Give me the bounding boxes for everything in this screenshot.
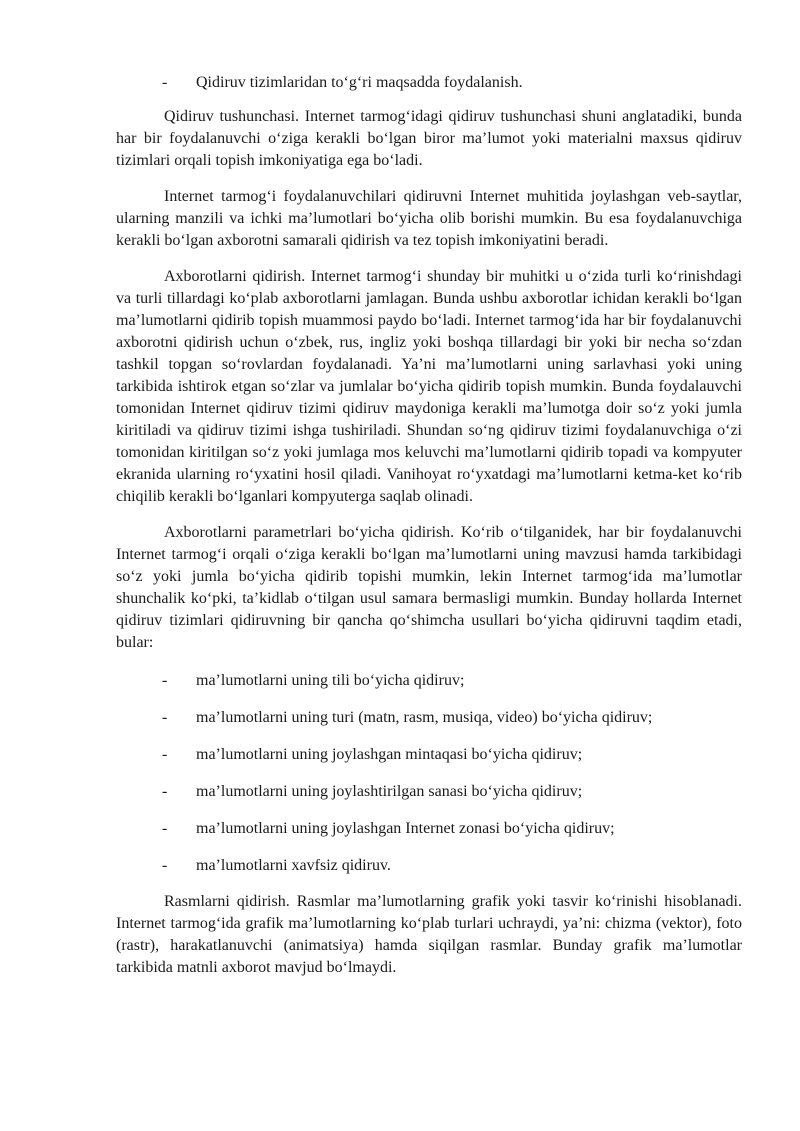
list-item [116,818,742,840]
paragraph-search-concept: Qidiruv tushunchasi. Internet tarmog‘idagi qidiruv tushunchasi shuni anglatadiki, bunda har bir foydalanuvchi o‘ziga kerakli bo‘lgan biror ma’lumot yoki materialni maxsus qidiruv tizimlari orqali topish imkoniyatiga ega bo‘ladi. [116,108,742,169]
list-dash: - [162,74,168,91]
paragraph-image-search: Rasmlarni qidirish. Rasmlar ma’lumotlarning grafik yoki tasvir ko‘rinishi hisoblanadi. Internet tarmog‘ida grafik ma’lumotlarning ko‘plab turlari uchraydi, ya’ni: chizma (vektor), foto (rastr), harakatlanuvchi (animatsiya) hamda siqilgan rasmlar. Bunday grafik ma’lumotlar tarkibida matnli axborot mavjud bo‘lmaydi. [116,893,742,976]
list-item [116,781,742,803]
list-item-text: ma’lumotlarni xavfsiz qidiruv. [196,857,391,874]
list-item [116,744,742,766]
list-dash: - [162,783,168,800]
list-dash: - [162,820,168,837]
document-page [116,72,742,993]
list-item [116,72,742,94]
paragraph-parameter-search: Axborotlarni parametrlari bo‘yicha qidirish. Ko‘rib o‘tilganidek, har bir foydalanuvchi Internet tarmog‘i orqali o‘ziga kerakli bo‘lgan ma’lumotlarni uning mavzusi hamda tarkibidagi so‘z yoki jumla bo‘yicha qidirib topishi mumkin, lekin Internet tarmog‘ida ma’lumotlar shunchalik ko‘pki, ta’kidlab o‘tilgan usul samara bermasligi mumkin. Bunday hollarda Internet qidiruv tizimlari qidiruvning bir qancha qo‘shimcha usullari bo‘yicha qidiruvni taqdim etadi, bular: [116,524,742,651]
list-dash: - [162,672,168,689]
paragraph-information-search: Axborotlarni qidirish. Internet tarmog‘i shunday bir muhitki u o‘zida turli ko‘rinishdagi va turli tillardagi ko‘plab axborotlarni jamlagan. Bunda ushbu axborotlar ichidan kerakli bo‘lgan ma’lumotlarni qidirib topish muammosi paydo bo‘ladi. Internet tarmog‘ida har bir foydalanuvchi axborotni qidirish uchun o‘zbek, rus, ingliz yoki boshqa tillardagi bir yoki bir necha so‘zdan tashkil topgan so‘rovlardan foydalanadi. Ya’ni ma’lumotlarni uning sarlavhasi yoki uning tarkibida ishtirok etgan so‘zlar va jumlalar bo‘yicha qidirib topish mumkin. Bunda foydalauvchi tomonidan Internet qidiruv tizimi qidiruv maydoniga kerakli ma’lumotga doir so‘z yoki jumla kiritiladi va qidiruv tizimi ishga tushiriladi. Shundan so‘ng qidiruv tizimi foydalanuvchiga o‘zi tomonidan kiritilgan so‘z yoki jumlaga mos keluvchi ma’lumotlarni qidirib topadi va kompyuter ekranida ularning ro‘yxatini hosil qiladi. Vanihoyat ro‘yxatdagi ma’lumotlarni ketma-ket ko‘rib chiqilib kerakli bo‘lganlari kompyuterga saqlab olinadi. [116,268,742,505]
paragraph-internet-users: Internet tarmog‘i foydalanuvchilari qidiruvni Internet muhitida joylashgan veb-saytlar, ularning manzili va ichki ma’lumotlari bo‘yicha olib borishi mumkin. Bu esa foydalanuvchiga kerakli bo‘lgan axborotni samarali qidirish va tez topish imkoniyatini beradi. [116,188,742,249]
list-item-text: ma’lumotlarni uning joylashgan mintaqasi bo‘yicha qidiruv; [196,746,583,763]
list-dash: - [162,709,168,726]
list-item-text: ma’lumotlarni uning tili bo‘yicha qidiruv; [196,672,465,689]
list-item [116,855,742,877]
list-item-text: ma’lumotlarni uning joylashgan Internet zonasi bo‘yicha qidiruv; [196,820,615,837]
list-dash: - [162,857,168,874]
list-item-text: ma’lumotlarni uning turi (matn, rasm, musiqa, video) bo‘yicha qidiruv; [196,709,653,726]
list-dash: - [162,746,168,763]
list-item-text: ma’lumotlarni uning joylashtirilgan sanasi bo‘yicha qidiruv; [196,783,583,800]
list-item-text: Qidiruv tizimlaridan to‘g‘ri maqsadda foydalanish. [196,74,523,91]
list-item [116,670,742,692]
list-item [116,707,742,729]
